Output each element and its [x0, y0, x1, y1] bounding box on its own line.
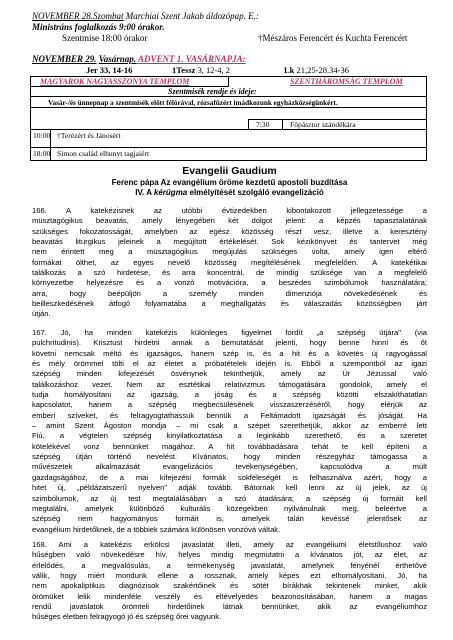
paragraph-line: kötelékével vonz bennünket magához. A hit továbbadására tehát te kell építeni a	[32, 441, 427, 451]
saturday-feast: Marchiai Szent Jakab áldozópap. E.:	[123, 11, 259, 21]
reading-3	[284, 65, 349, 76]
paragraph-line: beavatás liturgikus jeleinek a megújított értékelését. Sok kézikönyvet és tantervet még	[32, 237, 427, 247]
paragraph-line: örömüket lelik mindenféle veszély és eltévelyedés beazonosításában, hanem a magas	[32, 591, 427, 601]
mass-order-header: Szentmisék rendje és ideje:	[168, 87, 257, 96]
paragraph-line: nem apokaliptikus diagnózisok szakértőinek és sötét bírákhak tekintenek minket, akik	[32, 581, 427, 591]
paragraph-line: beilleszkedésének átfogó folyamatába a meghallgatás és válaszadás közösségben járt	[32, 299, 427, 309]
saturday-day: Szombat	[93, 11, 124, 21]
paragraph-line: találkozáshoz vezet. Nem az esztétikai relativizmus támogatására gondolok, amely el	[32, 379, 427, 389]
reading-3-ref: 21,25-28.34-36	[294, 65, 349, 75]
paragraph-line: 168. Ami a katekézis erkölcsi javaslatát illeti, amely az evangéliumi életstílushoz való	[32, 540, 427, 549]
paragraph-line: emberi szíveket, és felragyogtathassuk bennük a Feltámadott igazságát és jóságát. Ha	[32, 410, 427, 420]
subtitle-2-part-c: elmélyítését szolgáló evangelizáció	[187, 188, 324, 197]
sunday-day: Vasárnap.	[98, 54, 137, 64]
row-1-intention: Főpásztor szándékára	[290, 120, 356, 129]
ministrant-note: Ministráns foglalkozás 9:00 órakor.	[32, 22, 165, 32]
paragraph-line: szépség nem hagyományos formáit is, amelyek talán kevéssé jelentősek az	[32, 514, 427, 524]
saturday-date: NOVEMBER 28.	[32, 11, 93, 21]
row-1-time: 7:30	[256, 120, 270, 129]
row-2-intention: †Terézért és Jánosért	[57, 131, 121, 140]
paragraph-line: válik, hogy miért mondunk ellene a rossznak, amely képes ezt elhomályosítani. Jó, ha	[32, 571, 427, 581]
paragraph-line: formákat ölthet, az egyes nevelő közösség megítélésének megfelelően. A katekétikai	[32, 257, 427, 267]
paragraph-line: hitet új, „példázatszerű nyelven" adják tovább. Bátornak kell lenni az új jelek, az új	[32, 483, 427, 493]
sunday-title	[32, 54, 246, 65]
paragraph-168	[32, 540, 427, 623]
article-subtitle-1: Ferenc pápa Az evangélium öröme kezdetű apostoli buzdítása	[111, 178, 348, 187]
paragraph-line: környezetbe helyezésre és a vonzó motivációra, a beszédes szimbólumok használatára;	[32, 278, 427, 288]
article-title: Evangelii Gaudium	[182, 165, 277, 177]
reading-2	[172, 65, 230, 76]
saturday-mass-intention: †Mészáros Ferencért és Kuchta Ferencért	[258, 33, 408, 43]
saturday-mass-time: Szentmise 18:00 órakor	[62, 33, 148, 43]
subtitle-2-part-a: IV. A	[135, 188, 154, 197]
church-name-1: MAGYAROK NAGYASSZONYA TEMPLOM	[40, 77, 190, 86]
paragraph-line: szükséges fokozatosságát, amelyben az egész közösség részt vesz, illetve a keresztény	[32, 226, 427, 236]
paragraph-line: pulchritudinis). Krisztust hirdetni annak a bemutatását jelenti, hogy benne hinni és őt	[32, 338, 427, 348]
paragraph-line: követni nemcsak méltó és igazságos, hanem szép is, és a hit és a követés új ragyogással	[32, 348, 427, 358]
article-subtitle-2	[32, 188, 427, 198]
row-3-time: 18:00	[33, 149, 51, 158]
paragraph-line: megtalálni, amelyek különböző kulturális közegekben nyilvánulnak meg, beleértve a	[32, 503, 427, 513]
row-3-intention: Simon család elhunyt tagjaiért	[57, 149, 150, 158]
reading-3-book: Lk	[284, 65, 295, 75]
paragraph-line: evangélium hirdetőknek, de a többiek számára különösen vonzóvá váltak.	[32, 524, 281, 534]
church-name-2: SZENTHÁROMSÁG TEMPLOM	[290, 77, 403, 86]
paragraph-line: tudja homályosítani az igazság, a jóság és a szépség közötti elszakíthatatlan	[32, 390, 427, 400]
advent-title: ADVENT 1. VASÁRNAPJA:	[136, 54, 246, 64]
saturday-header	[32, 11, 259, 22]
paragraph-line: útján.	[32, 309, 51, 319]
sunday-date: NOVEMBER 29.	[32, 54, 97, 64]
paragraph-line: és mély örömmel tölti el az életet a próbatételek idején is. Ebből a szempontból az igazi	[32, 359, 427, 369]
paragraph-line: gazdagságához, de a mai kifejezési formák sokféleségét is felhasználva azért, hogy a	[32, 472, 427, 482]
paragraph-line: rendű javaslatok örömteli hirdetőinek látnak bennünket, akik az evangéliumhoz	[32, 602, 427, 612]
reading-2-ref: 3, 12-4, 2	[195, 65, 231, 75]
paragraph-166	[32, 206, 427, 320]
paragraph-line: szimbólumok, az új test megtalálásában a szó átadására; a szépség új formáit kell	[32, 493, 427, 503]
paragraph-line: művészetek alkalmazását evangelizációs tevékenységében, kapcsolódva a múlt	[32, 462, 427, 472]
paragraph-line: szépség minden kifejezését ösvénynek tekinthetjük, amely az Úr Jézussal való	[32, 369, 427, 379]
paragraph-line: hűséges életben felragyogó jó és szépség őrei vagyunk.	[32, 612, 222, 622]
paragraph-line: kapcsolatot, hanem a szépség megbecsülésének visszaszerzéséről, hogy elérjük az	[32, 400, 427, 410]
paragraph-167	[32, 328, 427, 535]
row-1-right-divider	[282, 119, 283, 130]
reading-1: Jer 33, 14-16	[86, 65, 133, 75]
paragraph-line: hűségben való növekedésre hív, helyes mindig megmutatni a kívánatos jót, az élet, az	[32, 550, 427, 560]
paragraph-line: – amint Szent Ágoston mondja – mi csak a szépet szerethetjük, akkor az emberré lett	[32, 421, 427, 431]
paragraph-line: müsztagógikus beavatás, amely lényegében két dolgot jelent: a képzés tapasztalatának	[32, 216, 427, 226]
subtitle-2-part-b: kérügma	[153, 188, 188, 197]
paragraph-line: 167. Jó, ha minden katekézis különleges figyelmet fordít „a szépség útjára" (via	[32, 328, 427, 337]
paragraph-line: arra, hogy beépüljön a személy minden dimenziója növekedésének és	[32, 288, 427, 298]
reading-2-book: 1Tessz	[172, 65, 196, 75]
row-2-time: 10:00	[33, 131, 51, 140]
paragraph-line: Fiú, a végtelen szépség kinyilatkoztatása a leginkább szerethető, és a szeretet	[32, 431, 427, 441]
rosary-notice: Vasár-/és ünnepnap a szentmisék előtt félórával, rózsafüzért imádkozunk egyházközségünkért.	[48, 99, 338, 107]
paragraph-line: szépség útján történő nevelést. Kívánatos, hogy minden részegyház támogassa a	[32, 452, 427, 462]
paragraph-line: találkozás a szó hirdetése, és arra koncentrál, de mindig szüksége van a megfelelő	[32, 268, 427, 278]
paragraph-line: 166. A katekézisnek az utóbbi évtizedekben kibontakozott jellegzetessége a	[32, 206, 427, 215]
paragraph-line: érlelődés, a megvalósulás, a termékenység javaslatát, amelynek fényénél érthetővé	[32, 560, 427, 570]
paragraph-line: nem érintett meg a müsztagógikus megújulás szükséges volta, amely igen eltérő	[32, 247, 427, 257]
